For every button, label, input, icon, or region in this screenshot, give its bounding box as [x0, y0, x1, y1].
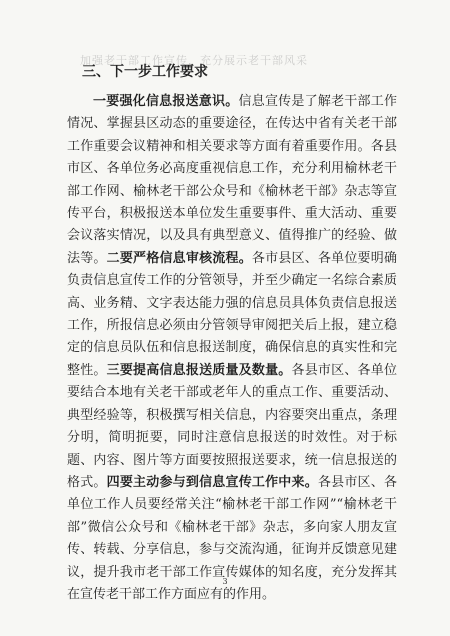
page-number: 3 — [222, 577, 228, 586]
point2-body: 各市县区、各单位要明确负责信息宣传工作的分管领导，并至少确定一名综合素质高、业务精、文字表达能力强的信息员具体负责信息报送工作，所报信息必须由分管领导审阅把关后上报，建立稳定的信息员队伍和信息报送制度，确保信息的真实性和完整性。 — [67, 250, 397, 378]
section-heading: 三、下一步工作要求 — [82, 64, 208, 80]
point4-body: 各县市区、各单位工作人员要经常关注“榆林老干部工作网”“榆林老干部”微信公众号和《榆林老干部》杂志，多向家人朋友宣传、转载、分享信息，参与交流沟通，征询并反馈意见建议，提升我市老干部工作宣传媒体的知名度，充分发挥其在宣传老干部工作方面应有的作用。 — [67, 474, 397, 602]
point4-title: 四要主动参与到信息宣传工作中来。 — [106, 474, 318, 490]
show-through-text: 加强老干部工作宣传，充分展示老干部风采 — [80, 54, 308, 66]
point2-title: 二要严格信息审核流程。 — [106, 250, 252, 266]
point3-body: 各县市区、各单位要结合本地有关老干部或老年人的重点工作、重要活动、典型经验等，积极撰写相关信息，内容要突出重点，条理分明，简明扼要，同时注意信息报送的时效性。对于标题、内容、图片等方面要按照报送要求，统一信息报送的格式。 — [67, 362, 397, 490]
point3-title: 三要提高信息报送质量及数量。 — [106, 362, 292, 378]
point1-body: 信息宣传是了解老干部工作情况、掌握县区动态的重要途径，在传达中省有关老干部工作重要会议精神和相关要求等方面有着重要作用。各县市区、各单位务必高度重视信息工作，充分利用榆林老干部工作网、榆林老干部公众号和《榆林老干部》杂志等宣传平台，积极报送本单位发生重要事件、重大活动、重要会议落实情况，以及具有典型意义、值得推广的经验、做法等。 — [67, 94, 397, 266]
body-paragraph — [67, 91, 397, 606]
point1-title: 一要强化信息报送意识。 — [93, 94, 239, 109]
